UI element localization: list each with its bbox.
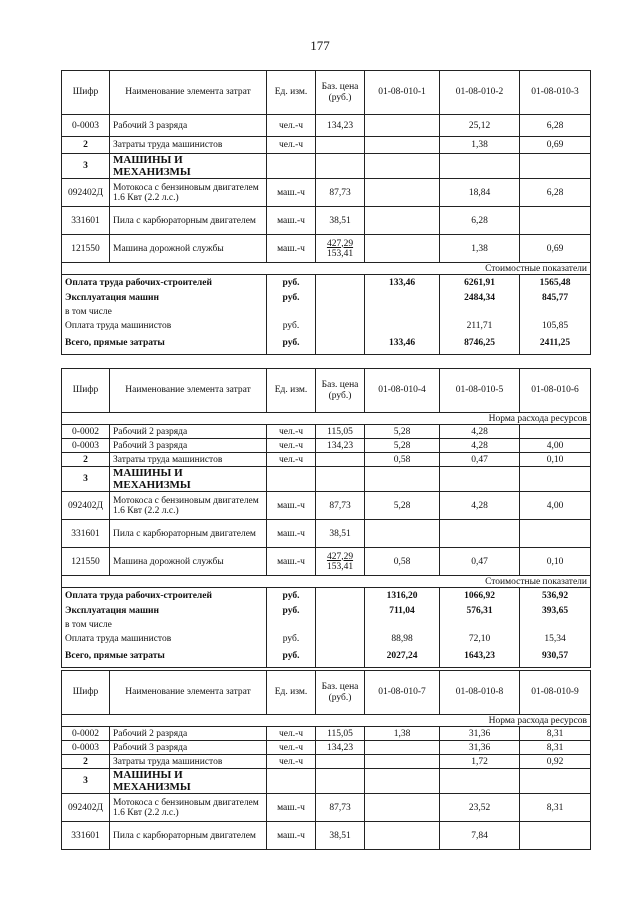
price-top: 427,29: [326, 551, 354, 562]
summary-row: [62, 646, 591, 668]
row-name: Затраты труда машинистов: [110, 137, 267, 154]
row-value: [365, 520, 440, 548]
summary-value: [440, 305, 520, 319]
empty-cell: [316, 154, 365, 179]
row-code: 0-0003: [62, 741, 110, 755]
cost-table-3: [61, 670, 591, 850]
row-value: 23,52: [440, 794, 520, 822]
summary-label: Оплата труда рабочих-строителей: [62, 275, 267, 291]
header-price: Баз. цена (руб.): [316, 369, 365, 413]
table-row: [62, 439, 591, 453]
section-norms: Норма расхода ресурсов: [62, 715, 591, 727]
row-unit: маш.-ч: [267, 520, 316, 548]
summary-row: [62, 305, 591, 319]
summary-value: [365, 305, 440, 319]
row-name: Затраты труда машинистов: [110, 453, 267, 467]
summary-value: 536,92: [520, 588, 591, 604]
header-name: Наименование элемента затрат: [110, 71, 267, 115]
empty-cell: [365, 467, 440, 492]
summary-value: [520, 305, 591, 319]
row-unit: маш.-ч: [267, 179, 316, 207]
row-name: Затраты труда машинистов: [110, 755, 267, 769]
table-row: [62, 207, 591, 235]
row-value: 18,84: [440, 179, 520, 207]
row-code: 3: [62, 467, 110, 492]
row-value: 5,28: [365, 492, 440, 520]
row-value: [520, 822, 591, 850]
row-code: 3: [62, 769, 110, 794]
empty-cell: [267, 154, 316, 179]
row-code: 121550: [62, 235, 110, 263]
row-value: 6,28: [440, 207, 520, 235]
row-price: 38,51: [316, 520, 365, 548]
row-value: 0,92: [520, 755, 591, 769]
summary-unit: руб.: [267, 588, 316, 604]
row-name: Пила с карбюраторным двигателем: [110, 822, 267, 850]
row-price: 134,23: [316, 741, 365, 755]
empty-cell: [316, 333, 365, 355]
table-row: [62, 154, 591, 179]
row-value: 1,38: [440, 235, 520, 263]
table-row: [62, 727, 591, 741]
summary-value: [365, 319, 440, 333]
row-code: 0-0003: [62, 115, 110, 137]
table-row: [62, 467, 591, 492]
row-value: 0,10: [520, 548, 591, 576]
row-price: 115,05: [316, 425, 365, 439]
summary-value: 15,34: [520, 632, 591, 646]
row-name: Пила с карбюраторным двигателем: [110, 207, 267, 235]
row-value: 25,12: [440, 115, 520, 137]
row-name: МАШИНЫ И МЕХАНИЗМЫ: [110, 467, 267, 492]
summary-value: 393,65: [520, 604, 591, 618]
row-value: 31,36: [440, 741, 520, 755]
row-value: [365, 235, 440, 263]
row-unit: маш.-ч: [267, 548, 316, 576]
row-price: 115,05: [316, 727, 365, 741]
row-value: [440, 520, 520, 548]
row-value: 8,31: [520, 794, 591, 822]
table-row: [62, 137, 591, 154]
row-code: 331601: [62, 822, 110, 850]
row-unit: чел.-ч: [267, 137, 316, 154]
row-value: 0,69: [520, 235, 591, 263]
row-code: 092402Д: [62, 179, 110, 207]
row-unit: чел.-ч: [267, 453, 316, 467]
row-code: 121550: [62, 548, 110, 576]
summary-label: Оплата труда машинистов: [62, 632, 267, 646]
row-unit: чел.-ч: [267, 727, 316, 741]
row-value: 4,28: [440, 492, 520, 520]
table-row: [62, 794, 591, 822]
row-code: 0-0002: [62, 425, 110, 439]
summary-value: 211,71: [440, 319, 520, 333]
row-price: 87,73: [316, 179, 365, 207]
summary-row: [62, 632, 591, 646]
row-code: 3: [62, 154, 110, 179]
row-code: 2: [62, 755, 110, 769]
summary-value: [440, 618, 520, 632]
empty-cell: [520, 769, 591, 794]
header-col-code: 01-08-010-4: [365, 369, 440, 413]
empty-cell: [316, 588, 365, 604]
row-value: 0,69: [520, 137, 591, 154]
row-unit: маш.-ч: [267, 235, 316, 263]
row-name: Машина дорожной службы: [110, 235, 267, 263]
row-unit: чел.-ч: [267, 425, 316, 439]
row-code: 0-0003: [62, 439, 110, 453]
row-name: Пила с карбюраторным двигателем: [110, 520, 267, 548]
page-number: 177: [310, 38, 330, 53]
section-cost: Стоимостные показатели: [62, 576, 591, 588]
row-unit: чел.-ч: [267, 439, 316, 453]
row-value: 0,58: [365, 548, 440, 576]
row-name: МАШИНЫ И МЕХАНИЗМЫ: [110, 769, 267, 794]
row-value: 5,28: [365, 439, 440, 453]
row-unit: маш.-ч: [267, 822, 316, 850]
header-name: Наименование элемента затрат: [110, 369, 267, 413]
summary-label: в том числе: [62, 305, 267, 319]
row-price: 38,51: [316, 822, 365, 850]
summary-value: 88,98: [365, 632, 440, 646]
section-cost: Стоимостные показатели: [62, 263, 591, 275]
empty-cell: [316, 319, 365, 333]
empty-cell: [520, 467, 591, 492]
empty-cell: [316, 632, 365, 646]
summary-row: [62, 588, 591, 604]
cost-table-2: [61, 368, 591, 668]
header-name: Наименование элемента затрат: [110, 671, 267, 715]
row-value: [365, 179, 440, 207]
row-name: Рабочий 2 разряда: [110, 727, 267, 741]
row-value: 1,72: [440, 755, 520, 769]
row-name: Мотокоса с бензиновым двигателем 1.6 Квт (2.2 л.с.): [110, 794, 267, 822]
empty-cell: [365, 154, 440, 179]
header-col-code: 01-08-010-9: [520, 671, 591, 715]
summary-value: 133,46: [365, 275, 440, 291]
empty-cell: [316, 467, 365, 492]
summary-value: 930,57: [520, 646, 591, 668]
summary-value: 133,46: [365, 333, 440, 355]
header-col-code: 01-08-010-6: [520, 369, 591, 413]
summary-value: 2484,34: [440, 291, 520, 305]
empty-cell: [520, 154, 591, 179]
row-value: [365, 822, 440, 850]
summary-value: 1316,20: [365, 588, 440, 604]
row-price: 38,51: [316, 207, 365, 235]
row-code: 331601: [62, 520, 110, 548]
row-value: [365, 137, 440, 154]
summary-unit: руб.: [267, 646, 316, 668]
summary-value: 576,31: [440, 604, 520, 618]
summary-label: Оплата труда рабочих-строителей: [62, 588, 267, 604]
summary-value: [520, 618, 591, 632]
row-value: [520, 425, 591, 439]
table-row: [62, 425, 591, 439]
empty-cell: [316, 305, 365, 319]
section-norms: Норма расхода ресурсов: [62, 413, 591, 425]
row-unit: маш.-ч: [267, 207, 316, 235]
header-code: Шифр: [62, 671, 110, 715]
summary-value: 2027,24: [365, 646, 440, 668]
summary-unit: руб.: [267, 604, 316, 618]
row-name: Рабочий 2 разряда: [110, 425, 267, 439]
table-row: [62, 741, 591, 755]
header-price: Баз. цена (руб.): [316, 71, 365, 115]
row-name: МАШИНЫ И МЕХАНИЗМЫ: [110, 154, 267, 179]
row-value: [520, 207, 591, 235]
row-value: 7,84: [440, 822, 520, 850]
row-price: 134,23: [316, 439, 365, 453]
table-row: [62, 520, 591, 548]
table-row: [62, 492, 591, 520]
row-price: [316, 235, 365, 263]
row-value: 31,36: [440, 727, 520, 741]
summary-value: 1643,23: [440, 646, 520, 668]
summary-value: 72,10: [440, 632, 520, 646]
table-row: [62, 453, 591, 467]
header-col-code: 01-08-010-8: [440, 671, 520, 715]
summary-unit: [267, 305, 316, 319]
header-code: Шифр: [62, 71, 110, 115]
row-price: 87,73: [316, 492, 365, 520]
summary-unit: [267, 618, 316, 632]
summary-value: 105,85: [520, 319, 591, 333]
row-name: Мотокоса с бензиновым двигателем 1.6 Квт (2.2 л.с.): [110, 179, 267, 207]
row-code: 092402Д: [62, 492, 110, 520]
row-price: [316, 755, 365, 769]
summary-row: [62, 319, 591, 333]
header-row: [62, 71, 591, 115]
empty-cell: [440, 154, 520, 179]
row-value: 4,00: [520, 492, 591, 520]
row-code: 092402Д: [62, 794, 110, 822]
row-unit: чел.-ч: [267, 741, 316, 755]
row-value: 4,00: [520, 439, 591, 453]
header-unit: Ед. изм.: [267, 369, 316, 413]
row-price: [316, 453, 365, 467]
summary-unit: руб.: [267, 275, 316, 291]
header-col-code: 01-08-010-5: [440, 369, 520, 413]
row-value: [365, 207, 440, 235]
summary-value: 711,04: [365, 604, 440, 618]
empty-cell: [316, 275, 365, 291]
summary-row: [62, 333, 591, 355]
row-value: [365, 115, 440, 137]
summary-unit: руб.: [267, 333, 316, 355]
row-value: 0,47: [440, 548, 520, 576]
row-value: [365, 741, 440, 755]
empty-cell: [267, 769, 316, 794]
empty-cell: [316, 769, 365, 794]
row-unit: чел.-ч: [267, 755, 316, 769]
header-col-code: 01-08-010-1: [365, 71, 440, 115]
header-col-code: 01-08-010-2: [440, 71, 520, 115]
table-row: [62, 822, 591, 850]
table-row: [62, 755, 591, 769]
empty-cell: [365, 769, 440, 794]
header-unit: Ед. изм.: [267, 71, 316, 115]
table-row: [62, 769, 591, 794]
summary-row: [62, 275, 591, 291]
price-bottom: 153,41: [326, 248, 354, 259]
row-value: [365, 755, 440, 769]
empty-cell: [267, 467, 316, 492]
summary-unit: руб.: [267, 319, 316, 333]
header-row: [62, 671, 591, 715]
header-unit: Ед. изм.: [267, 671, 316, 715]
table-row: [62, 115, 591, 137]
table-row: [62, 235, 591, 263]
row-value: 4,28: [440, 439, 520, 453]
summary-value: 2411,25: [520, 333, 591, 355]
header-col-code: 01-08-010-7: [365, 671, 440, 715]
row-code: 2: [62, 137, 110, 154]
header-code: Шифр: [62, 369, 110, 413]
table-row: [62, 179, 591, 207]
row-value: 6,28: [520, 115, 591, 137]
empty-cell: [316, 604, 365, 618]
summary-label: Эксплуатация машин: [62, 604, 267, 618]
row-value: 8,31: [520, 727, 591, 741]
price-bottom: 153,41: [326, 561, 354, 572]
header-price: Баз. цена (руб.): [316, 671, 365, 715]
summary-label: Эксплуатация машин: [62, 291, 267, 305]
cost-table-1: [61, 70, 591, 355]
empty-cell: [440, 769, 520, 794]
row-value: 6,28: [520, 179, 591, 207]
summary-value: [365, 618, 440, 632]
row-price: [316, 548, 365, 576]
empty-cell: [316, 291, 365, 305]
header-row: [62, 369, 591, 413]
row-value: 0,10: [520, 453, 591, 467]
table-row: [62, 548, 591, 576]
row-value: 8,31: [520, 741, 591, 755]
summary-value: [365, 291, 440, 305]
summary-value: 6261,91: [440, 275, 520, 291]
header-col-code: 01-08-010-3: [520, 71, 591, 115]
row-name: Рабочий 3 разряда: [110, 741, 267, 755]
summary-unit: руб.: [267, 632, 316, 646]
row-name: Рабочий 3 разряда: [110, 115, 267, 137]
row-name: Мотокоса с бензиновым двигателем 1.6 Квт (2.2 л.с.): [110, 492, 267, 520]
summary-value: 1565,48: [520, 275, 591, 291]
row-value: [520, 520, 591, 548]
row-unit: маш.-ч: [267, 794, 316, 822]
row-value: [365, 794, 440, 822]
row-value: 5,28: [365, 425, 440, 439]
summary-row: [62, 291, 591, 305]
summary-row: [62, 604, 591, 618]
row-unit: чел.-ч: [267, 115, 316, 137]
empty-cell: [316, 618, 365, 632]
summary-unit: руб.: [267, 291, 316, 305]
row-price: 87,73: [316, 794, 365, 822]
row-name: Рабочий 3 разряда: [110, 439, 267, 453]
row-price: [316, 137, 365, 154]
empty-cell: [440, 467, 520, 492]
row-code: 2: [62, 453, 110, 467]
row-value: 0,58: [365, 453, 440, 467]
summary-value: 1066,92: [440, 588, 520, 604]
summary-row: [62, 618, 591, 632]
row-name: Машина дорожной службы: [110, 548, 267, 576]
row-code: 0-0002: [62, 727, 110, 741]
summary-label: Всего, прямые затраты: [62, 646, 267, 668]
summary-value: 845,77: [520, 291, 591, 305]
row-code: 331601: [62, 207, 110, 235]
summary-label: Оплата труда машинистов: [62, 319, 267, 333]
summary-label: Всего, прямые затраты: [62, 333, 267, 355]
empty-cell: [316, 646, 365, 668]
row-value: 0,47: [440, 453, 520, 467]
row-value: 1,38: [440, 137, 520, 154]
row-price: 134,23: [316, 115, 365, 137]
summary-value: 8746,25: [440, 333, 520, 355]
price-top: 427,29: [326, 238, 354, 249]
row-unit: маш.-ч: [267, 492, 316, 520]
row-value: 1,38: [365, 727, 440, 741]
summary-label: в том числе: [62, 618, 267, 632]
row-value: 4,28: [440, 425, 520, 439]
